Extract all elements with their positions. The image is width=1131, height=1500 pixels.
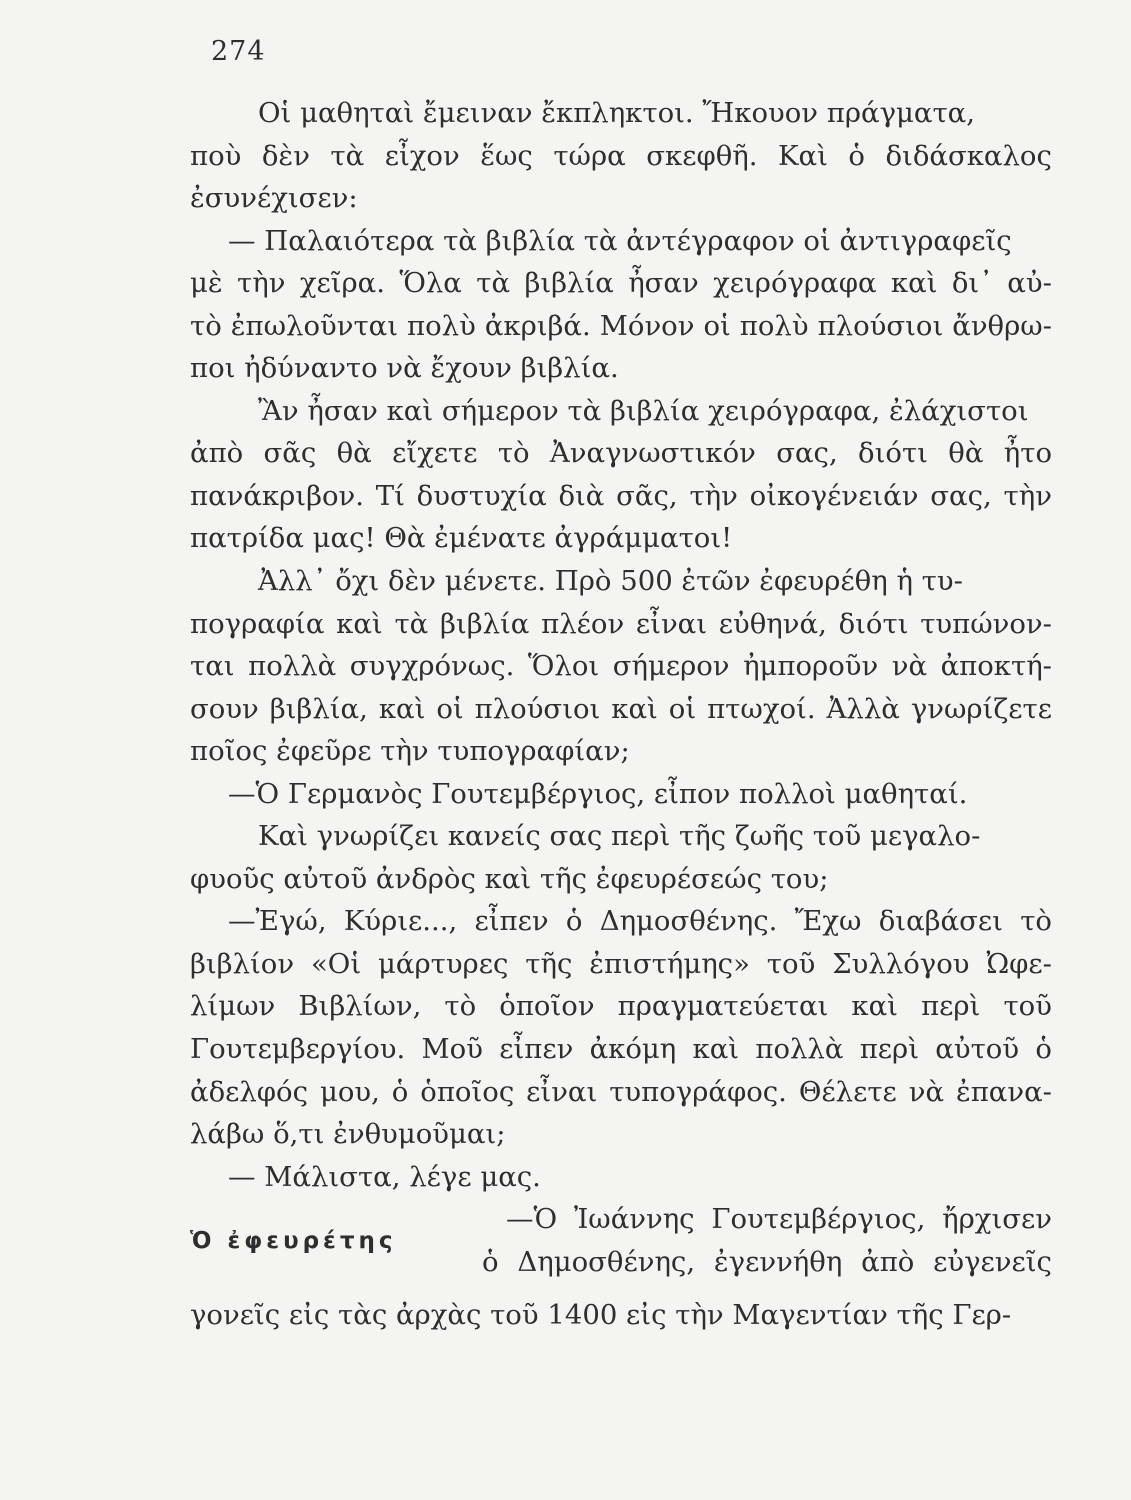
text-line: σουν βιβλία, καὶ οἱ πλούσιοι καὶ οἱ πτωχοί. Ἀλλὰ γνωρίζετε: [190, 692, 1052, 725]
text-line: ποὺ δὲν τὰ εἶχον ἕως τώρα σκεφθῆ. Καὶ ὁ διδάσκαλος: [190, 139, 1052, 172]
text-line: Ἂν ἦσαν καὶ σήμερον τὰ βιβλία χειρόγραφα, ἐλάχιστοι: [258, 394, 1029, 427]
text-line: ἀπὸ σᾶς θὰ εἴχετε τὸ Ἀναγνωστικόν σας, διότι θὰ ἦτο: [190, 437, 1052, 470]
text-line: λίμων Βιβλίων, τὸ ὁποῖον πραγματεύεται καὶ περὶ τοῦ: [190, 990, 1052, 1023]
text-line: ἀδελφός μου, ὁ ὁποῖος εἶναι τυπογράφος. Θέλετε νὰ ἐπανα-: [190, 1075, 1052, 1108]
margin-heading-paragraph: [482, 1198, 1052, 1283]
page-number: 274: [211, 36, 266, 67]
text-line: —Ἐγώ, Κύριε..., εἶπεν ὁ Δημοσθένης. Ἔχω διαβάσει τὸ: [228, 905, 1052, 938]
text-line: —Ὁ Ἰωάννης Γουτεμβέργιος, ἤρχισεν: [506, 1203, 1052, 1235]
text-line: — Παλαιότερα τὰ βιβλία τὰ ἀντέγραφον οἱ ἀντιγραφεῖς: [228, 224, 1012, 257]
text-line: ποῖος ἐφεῦρε τὴν τυπογραφίαν;: [190, 735, 630, 768]
text-line: ποι ἠδύναντο νὰ ἔχουν βιβλία.: [190, 352, 619, 385]
text-line: βιβλίον «Οἱ μάρτυρες τῆς ἐπιστήμης» τοῦ Συλλόγου Ὠφε-: [190, 947, 1052, 980]
text-line: Ἀλλ᾽ ὄχι δὲν μένετε. Πρὸ 500 ἐτῶν ἐφευρέθη ἡ τυ-: [258, 565, 963, 598]
section-with-margin-heading: [190, 1198, 1052, 1337]
margin-heading-row: [190, 1198, 1052, 1294]
text-line: ἐσυνέχισεν:: [190, 182, 358, 215]
text-line: φυοῦς αὐτοῦ ἀνδρὸς καὶ τῆς ἐφευρέσεώς του;: [190, 862, 829, 895]
text-line: τὸ ἐπωλοῦνται πολὺ ἀκριβά. Μόνον οἱ πολὺ πλούσιοι ἄνθρω-: [190, 309, 1052, 342]
text-line: —Ὁ Γερμανὸς Γουτεμβέργιος, εἶπον πολλοὶ μαθηταί.: [228, 777, 968, 810]
continuation-text: [190, 1294, 1052, 1337]
text-line: πατρίδα μας! Θὰ ἐμένατε ἀγράμματοι!: [190, 522, 733, 555]
text-line: πανάκριβον. Τί δυστυχία διὰ σᾶς, τὴν οἰκογένειάν σας, τὴν: [190, 479, 1052, 512]
text-line: πογραφία καὶ τὰ βιβλία πλέον εἶναι εὐθηνά, διότι τυπώνον-: [190, 607, 1052, 640]
body-text: [190, 92, 1052, 1198]
text-line: Γουτεμβεργίου. Μοῦ εἶπεν ἀκόμη καὶ πολλὰ περὶ αὐτοῦ ὁ: [190, 1033, 1052, 1066]
text-line: μὲ τὴν χεῖρα. Ὅλα τὰ βιβλία ἦσαν χειρόγραφα καὶ δι᾽ αὐ-: [190, 267, 1052, 300]
margin-heading: Ὁ ἐφευρέτης: [190, 1228, 397, 1254]
text-line: λάβω ὅ,τι ἐνθυμοῦμαι;: [190, 1118, 506, 1151]
text-line: Οἱ μαθηταὶ ἔμειναν ἔκπληκτοι. Ἤκουον πράγματα,: [258, 97, 975, 129]
text-line: γονεῖς εἰς τὰς ἀρχὰς τοῦ 1400 εἰς τὴν Μαγεντίαν τῆς Γερ-: [190, 1299, 1012, 1331]
text-line: ται πολλὰ συγχρόνως. Ὅλοι σήμερον ἠμποροῦν νὰ ἀποκτή-: [190, 650, 1052, 683]
text-line: Καὶ γνωρίζει κανείς σας περὶ τῆς ζωῆς τοῦ μεγαλο-: [258, 820, 981, 853]
text-line: — Μάλιστα, λέγε μας.: [228, 1160, 541, 1193]
text-line: ὁ Δημοσθένης, ἐγεννήθη ἀπὸ εὐγενεῖς: [482, 1245, 1052, 1278]
